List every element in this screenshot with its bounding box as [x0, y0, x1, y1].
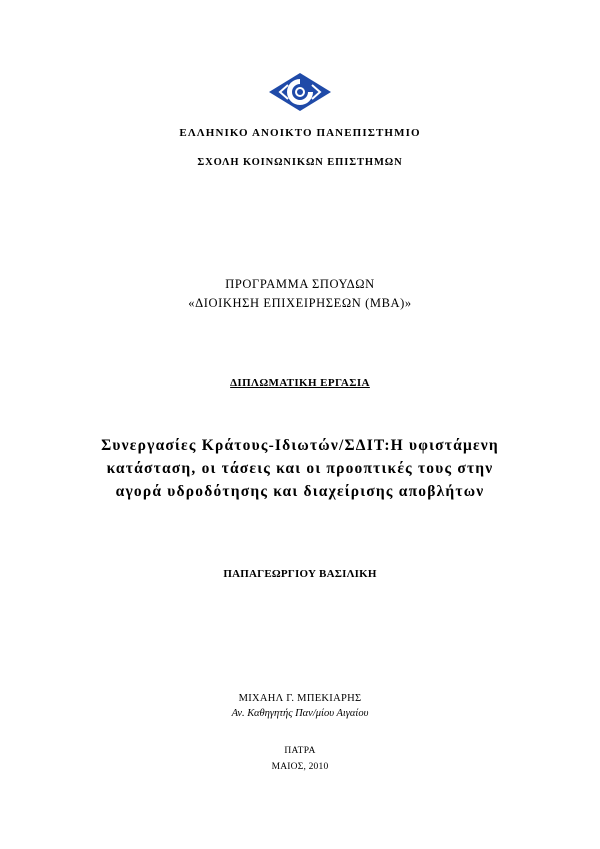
thesis-title-line-3: αγορά υδροδότησης και διαχείρισης αποβλήτων — [115, 483, 485, 500]
thesis-type-label: ΔΙΠΛΩΜΑΤΙΚΗ ΕΡΓΑΣΙΑ — [230, 377, 370, 389]
city: ΠΑΤΡΑ — [284, 746, 316, 756]
date: ΜΑΙΟΣ, 2010 — [271, 762, 329, 772]
eap-logo-icon — [268, 72, 332, 112]
thesis-title-line-2: κατάσταση, οι τάσεις και οι προοπτικές τους στην — [106, 460, 494, 477]
thesis-title-line-1: Συνεργασίες Κράτους-Ιδιωτών/ΣΔΙΤ:Η υφιστάμενη — [101, 437, 499, 454]
program-label: ΠΡΟΓΡΑΜΜΑ ΣΠΟΥΔΩΝ — [225, 277, 375, 291]
school-name: ΣΧΟΛΗ ΚΟΙΝΩΝΙΚΩΝ ΕΠΙΣΤΗΜΩΝ — [197, 157, 403, 168]
supervisor-title: Αν. Καθηγητής Παν/μίου Αιγαίου — [231, 708, 369, 719]
author-name: ΠΑΠΑΓΕΩΡΓΙΟΥ ΒΑΣΙΛΙΚΗ — [223, 568, 377, 580]
program-name: «ΔΙΟΙΚΗΣΗ ΕΠΙΧΕΙΡΗΣΕΩΝ (MBA)» — [188, 296, 412, 310]
university-name: ΕΛΛΗΝΙΚΟ ΑΝΟΙΚΤΟ ΠΑΝΕΠΙΣΤΗΜΙΟ — [179, 127, 421, 139]
supervisor-name: ΜΙΧΑΗΛ Γ. ΜΠΕΚΙΑΡΗΣ — [238, 693, 362, 704]
